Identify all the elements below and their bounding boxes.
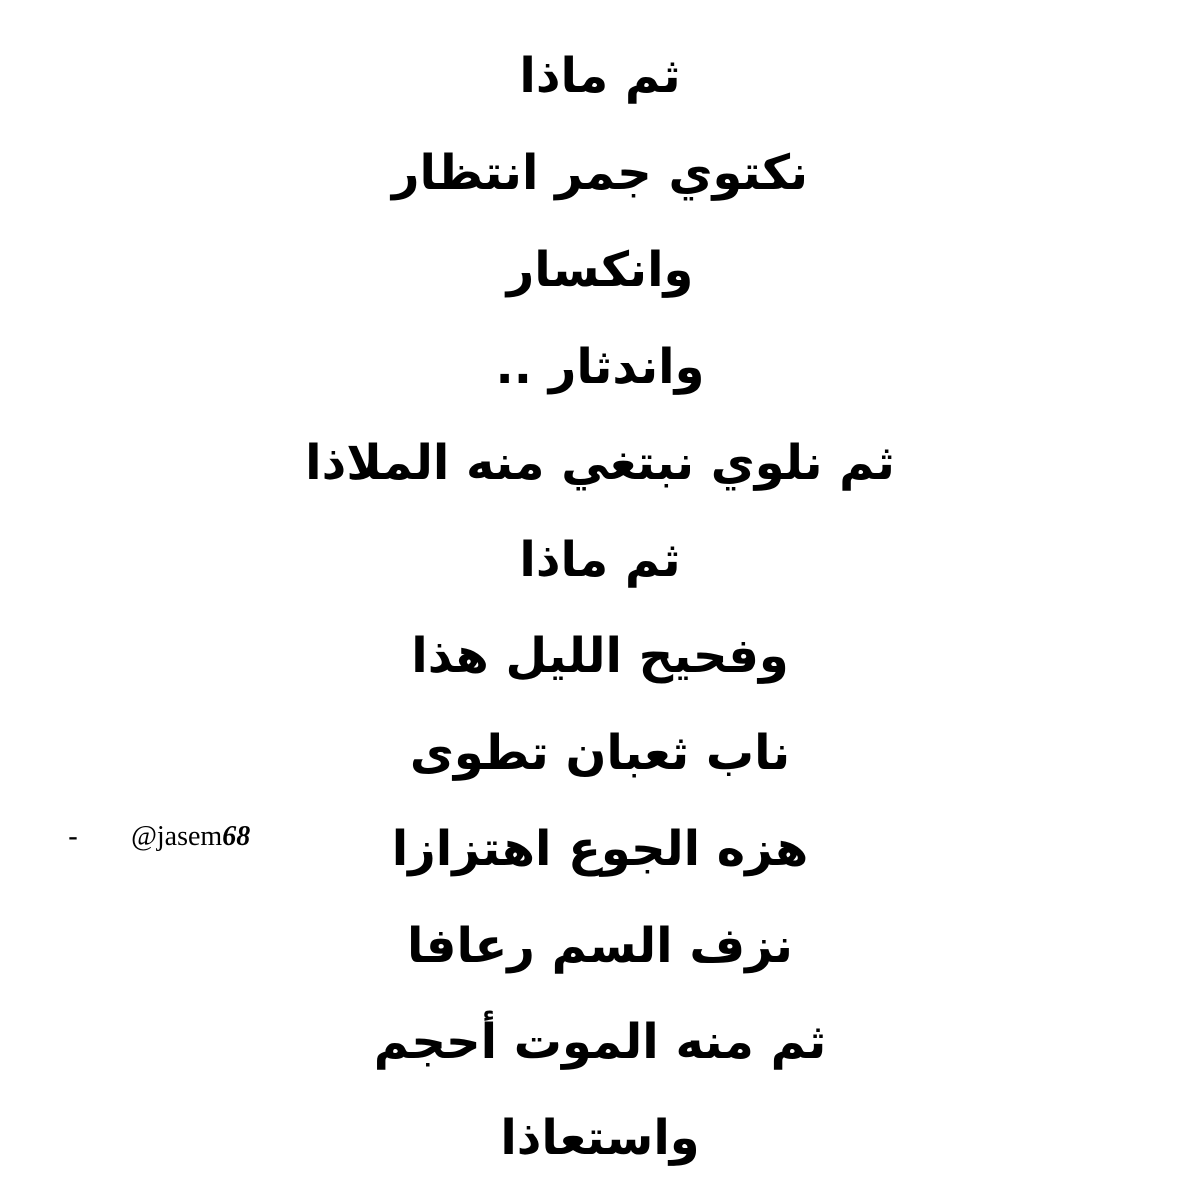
watermark-dash: - — [68, 820, 78, 853]
poem-line: ثم نلوي نبتغي منه الملاذا — [305, 435, 895, 491]
poem-line: ثم ماذا — [519, 532, 681, 588]
poem-line: هزه الجوع اهتزازا — [391, 821, 809, 877]
poem-line: وفحيح الليل هذا — [411, 628, 789, 684]
poem-line: وانكسار — [506, 242, 694, 298]
poem-line: ثم منه الموت أحجم — [373, 1014, 827, 1070]
poem-line: نكتوي جمر انتظار — [391, 145, 809, 201]
author-handle-digits: 68 — [222, 821, 251, 852]
poem-line: ناب ثعبان تطوى — [409, 725, 791, 781]
author-watermark — [68, 812, 250, 862]
poem-line: ثم ماذا — [519, 48, 681, 104]
author-handle — [131, 812, 250, 862]
poem-line: نزف السم رعافا — [407, 918, 793, 974]
poem-line: واندثار .. — [495, 339, 705, 395]
poem-line: واستعاذا — [500, 1110, 700, 1166]
author-handle-prefix: @jasem — [131, 821, 223, 852]
